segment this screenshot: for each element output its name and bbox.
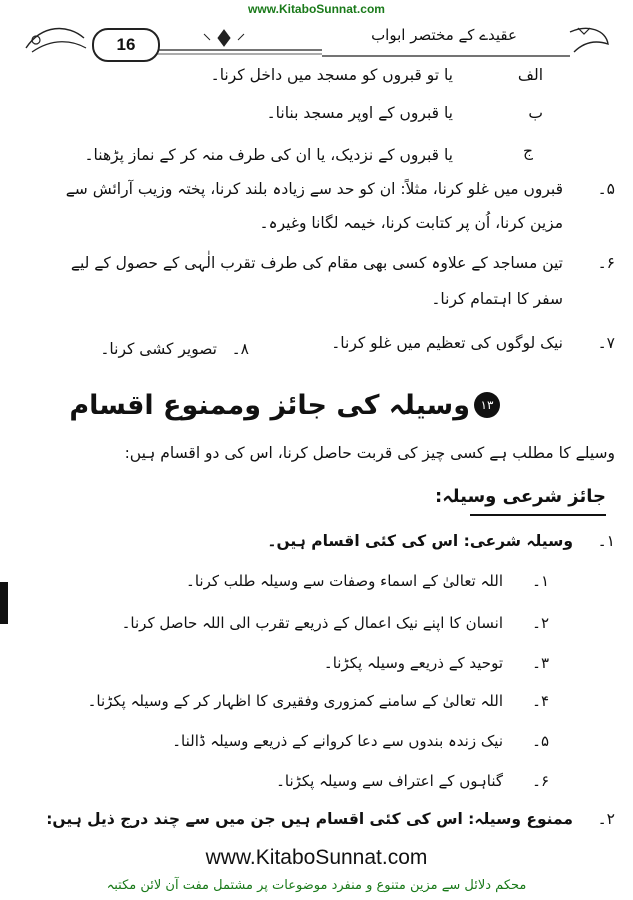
item7-number: ۷۔ [597, 334, 615, 352]
footer-text: محکم دلائل سے مزین متنوع و منفرد موضوعات پر مشتمل مفت آن لائن مکتبہ [106, 878, 527, 893]
scan-edge-mark [0, 582, 8, 624]
list-a-label: الف [517, 66, 543, 84]
item5-line1: قبروں میں غلو کرنا، مثلاً: ان کو حد سے زیادہ بلند کرنا، پختہ وزیب آرائش سے [65, 180, 563, 198]
item5-number: ۵۔ [597, 180, 615, 198]
sub-item-text: اللہ تعالیٰ کے اسماء وصفات سے وسیلہ طلب کرنا۔ [186, 572, 503, 590]
item2-text: ممنوع وسیلہ: اس کی کئی اقسام ہیں جن میں سے چند درج ذیل ہیں: [46, 810, 573, 828]
sub-item-text: انسان کا اپنے نیک اعمال کے ذریعے تقرب الی اللہ حاصل کرنا۔ [121, 614, 503, 632]
sub-item-text: اللہ تعالیٰ کے سامنے کمزوری وفقیری کا اظہار کر کے وسیلہ پکڑنا۔ [87, 692, 503, 710]
item7-text: نیک لوگوں کی تعظیم میں غلو کرنا۔ [331, 334, 563, 352]
list-c-text: یا قبروں کے نزدیک، یا ان کی طرف منہ کر کے نماز پڑھنا۔ [84, 146, 453, 164]
sub-item-text: نیک زندہ بندوں سے دعا کروانے کے ذریعے وسیلہ ڈالنا۔ [172, 732, 503, 750]
item8-text: تصویر کشی کرنا۔ [100, 340, 217, 358]
list-a-text: یا تو قبروں کو مسجد میں داخل کرنا۔ [210, 66, 453, 84]
sub-item-number: ۱۔ [532, 572, 549, 590]
item1-number: ۱۔ [597, 532, 615, 550]
list-c-label: ج [522, 142, 533, 160]
section-number-badge: ۱۳ [474, 392, 500, 418]
subheading-underline [470, 514, 606, 516]
sub-item-text: توحید کے ذریعے وسیلہ پکڑنا۔ [323, 654, 503, 672]
sub-item-number: ۲۔ [532, 614, 549, 632]
item1-text: وسیلہ شرعی: اس کی کئی اقسام ہیں۔ [267, 532, 573, 550]
item8-number: ۸۔ [231, 340, 249, 358]
intro-text: وسیلے کا مطلب ہے کسی چیز کی قربت حاصل کرنا، اس کی دو اقسام ہیں: [124, 444, 615, 462]
page-number: 16 [92, 28, 160, 62]
sub-item-number: ۵۔ [532, 732, 549, 750]
bottom-url[interactable]: www.KitaboSunnat.com [205, 846, 428, 869]
subheading: جائز شرعی وسیلہ: [435, 486, 606, 507]
top-url[interactable]: www.KitaboSunnat.com [248, 2, 385, 16]
list-b-text: یا قبروں کے اوپر مسجد بنانا۔ [266, 104, 453, 122]
section-heading: وسیلہ کی جائز وممنوع اقسام [69, 390, 470, 421]
item2-number: ۲۔ [597, 810, 615, 828]
sub-item-number: ۶۔ [532, 772, 549, 790]
item6-number: ۶۔ [597, 254, 615, 272]
sub-item-text: گناہوں کے اعتراف سے وسیلہ پکڑنا۔ [276, 772, 503, 790]
item6-line2: سفر کا اہتمام کرنا۔ [431, 290, 563, 308]
sub-item-number: ۴۔ [532, 692, 549, 710]
item6-line1: تین مساجد کے علاوہ کسی بھی مقام کی طرف تقرب الٰہی کے حصول کے لیے [70, 254, 563, 272]
running-head: عقیدے کے مختصر ابواب [371, 26, 517, 44]
list-b-label: ب [528, 104, 543, 122]
sub-item-number: ۳۔ [532, 654, 549, 672]
item5-line2: مزین کرنا، اُن پر کتابت کرنا، خیمہ لگانا وغیرہ۔ [259, 214, 563, 232]
